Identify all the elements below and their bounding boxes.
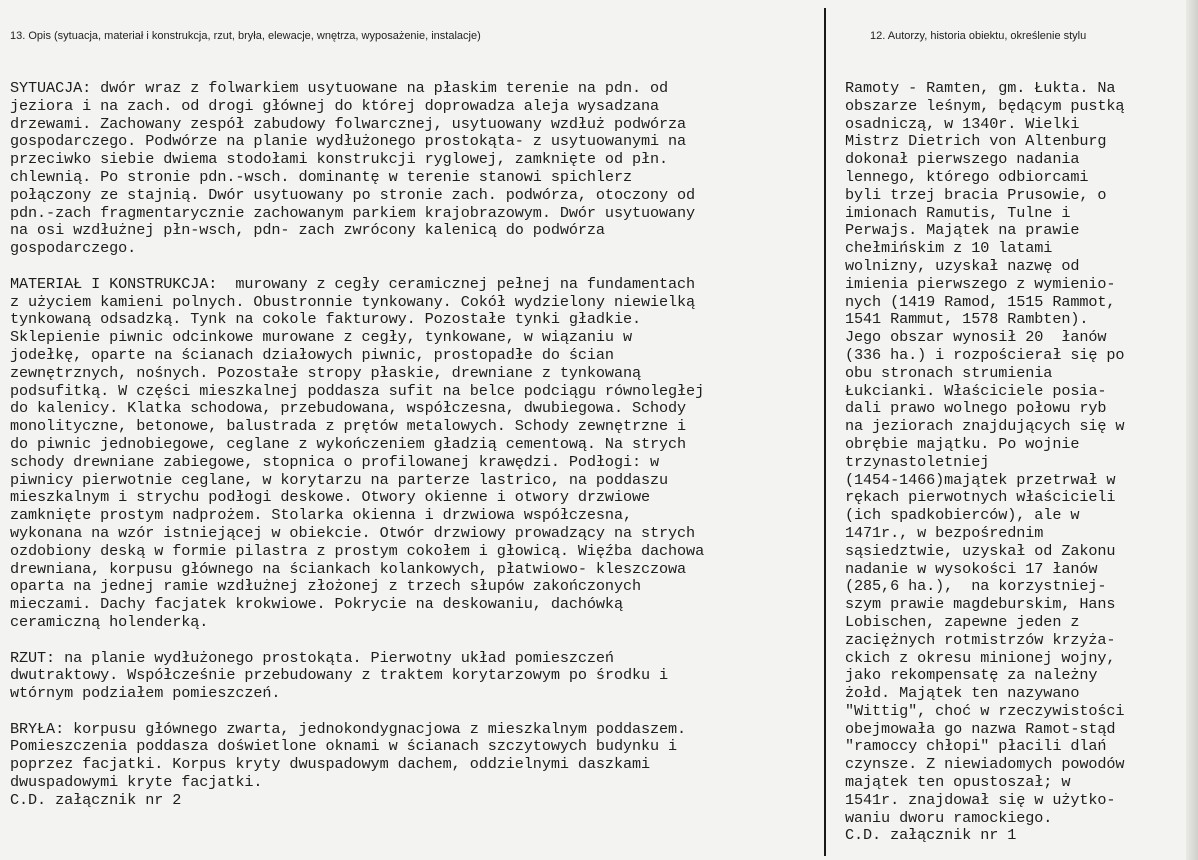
description-text: SYTUACJA: dwór wraz z folwarkiem usytuowane na płaskim terenie na pdn. od jeziora i na zach. od drogi głównej do której doprowadza aleja wysadzana drzewami. Zachowany zespół zabudowy folwarcznej, usytuowany wzdłuż podwórza gospodarczego. Podwórze na planie wydłużonego prostokąta- z usytuowanymi na przeciwko siebie dwiema stodołami konstrukcji ryglowej, zamknięte od płn. chlewnią. Po stronie pdn.-wsch. dominantę w terenie stanowi spichlerz połączony ze stajnią. Dwór usytuowany po stronie zach. podwórza, otoczony od pdn.-zach fragmentarycznie zachowanym parkiem krajobrazowym. Dwór usytuowany na osi wzdłużnej płn-wsch, pdn- zach zwrócony kalenicą do podwórza gospodarczego. MATERIAŁ I KONSTRUKCJA: murowany z cegły ceramicznej pełnej na fundamentach z użyciem kamieni polnych. Obustronnie tynkowany. Cokół wydzielony niewielką tynkowaną odsadzką. Tynk na cokole fakturowy. Pozostałe tynki gładkie. Sklepienie piwnic odcinkowe murowane z cegły, tynkowane, w wiązaniu w jodełkę, oparte na ścianach działowych piwnic, prostopadłe do ścian zewnętrznych, nośnych. Pozostałe stropy płaskie, drewniane z tynkowaną podsufitką. W części mieszkalnej poddasza sufit na belce podciągu równoległej do kalenicy. Klatka schodowa, przebudowana, współczesna, dwubiegowa. Schody monolityczne, betonowe, balustrada z prętów metalowych. Schody zewnętrzne i do piwnic jednobiegowe, ceglane z wykończeniem gładzią cementową. Na strych schody drewniane zabiegowe, stopnica o profilowanej krawędzi. Podłogi: w piwnicy pierwotnie ceglane, w korytarzu na parterze lastrico, na poddaszu mieszkalnym i strychu podłogi deskowe. Otwory okienne i otwory drzwiowe zamknięte prostym nadprożem. Stolarka okienna i drzwiowa współczesna, wykonana na wzór istniejącej w obiekcie. Otwór drzwiowy prowadzący na strych ozdobiony deską w formie pilastra z prostym cokołem i głowicą. Więźba dachowa drewniana, korpusu głównego na ściankach kolankowych, płatwiowo- kleszczowa oparta na jednej ramie wzdłużnej złożonej z trzech słupów zakończonych mieczami. Dachy facjatek krokwiowe. Pokrycie na deskowaniu, dachówką ceramiczną holenderką. RZUT: na planie wydłużonego prostokąta. Pierwotny układ pomieszczeń dwutraktowy. Współcześnie przebudowany z traktem korytarzowym po środku i wtórnym podziałem pomieszczeń. BRYŁA: korpusu głównego zwarta, jednokondygnacjowa z mieszkalnym poddaszem. Pomieszczenia poddasza doświetlone oknami w ścianach szczytowych budynku i poprzez facjatki. Korpus kryty dwuspadowym dachem, oddzielnymi daszkami dwuspadowymi kryte facjatki. C.D. załącznik nr 2 xyxy=(10,79,705,809)
history-text: Ramoty - Ramten, gm. Łukta. Na obszarze leśnym, będącym pustką osadniczą, w 1340r. Wielki Mistrz Dietrich von Altenburg dokonał pierwszego nadania lennego, którego odbiorcami byli trzej bracia Prusowie, o imionach Ramutis, Tulne i Perwajs. Majątek na prawie chełmińskim z 10 latami wolnizny, uzyskał nazwę od imienia pierwszego z wymienio- nych (1419 Ramod, 1515 Rammot, 1541 Rammut, 1578 Rambten). Jego obszar wynosił 20 łanów (336 ha.) i rozpościerał się po obu stronach strumienia Łukcianki. Właściciele posia- dali prawo wolnego połowu ryb na jeziorach znajdujących się w obrębie majątku. Po wojnie trzynastoletniej (1454-1466)majątek przetrwał w rękach pierwotnych właścicieli (ich spadkobierców), ale w 1471r., w bezpośrednim sąsiedztwie, uzyskał od Zakonu nadanie w wysokości 17 łanów (285,6 ha.), na korzystniej- szym prawie magdeburskim, Hans Lobischen, zapewne jeden z zaciężnych rotmistrzów krzyża- ckich z okresu minionej wojny, jako rekompensatę za należny żołd. Majątek ten nazywano "Wittig", choć w rzeczywistości obejmowała go nazwa Ramot-stąd "ramoccy chłopi" płacili dlań czynsze. Z niewiadomych powodów majątek ten opustoszał; w 1541r. znajdował się w użytko- waniu dworu ramockiego. C.D. załącznik nr 1 xyxy=(845,79,1125,845)
column-divider xyxy=(824,8,826,856)
description-section-header: 13. Opis (sytuacja, materiał i konstrukcja, rzut, bryła, elewacje, wnętrza, wyposażenie, instalacje) xyxy=(10,30,481,42)
history-section-header: 12. Autorzy, historia obiektu, określenie stylu xyxy=(870,30,1087,42)
scan-edge xyxy=(1186,0,1198,860)
